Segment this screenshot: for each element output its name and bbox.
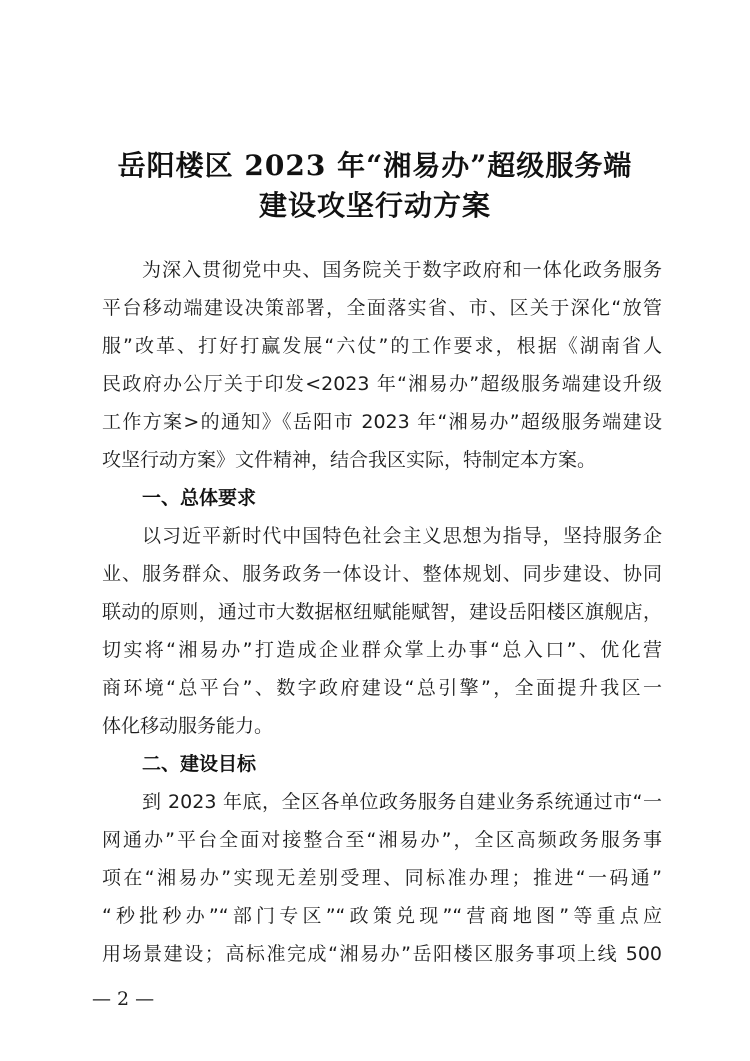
section1-line: 切实将“湘易办”打造成企业群众掌上办事“总入口”、优化营	[102, 639, 662, 661]
intro-line: 工作方案>的通知》《岳阳市 2023 年“湘易办”超级服务端建设	[102, 411, 662, 433]
section1-line: 业、服务群众、服务政务一体设计、整体规划、同步建设、协同	[102, 563, 662, 585]
page-number: — 2 —	[92, 988, 155, 1010]
document-title-line-2: 建设攻坚行动方案	[258, 189, 491, 222]
section-heading-general-requirements: 一、总体要求	[142, 487, 257, 509]
section2-line: 到 2023 年底，全区各单位政务服务自建业务系统通过市“一	[142, 791, 662, 813]
section2-line: 项在“湘易办”实现无差别受理、同标准办理；推进“一码通”	[102, 867, 662, 889]
intro-line: 平台移动端建设决策部署，全面落实省、市、区关于深化“放管	[102, 297, 662, 319]
intro-line: 为深入贯彻党中央、国务院关于数字政府和一体化政务服务	[142, 259, 662, 281]
section2-line: “秒批秒办”“部门专区”“政策兑现”“营商地图”等重点应	[102, 905, 662, 927]
section2-line: 网通办”平台全面对接整合至“湘易办”，全区高频政务服务事	[102, 829, 662, 851]
section-heading-construction-goals: 二、建设目标	[142, 753, 257, 775]
section1-line: 商环境“总平台”、数字政府建设“总引擎”，全面提升我区一	[102, 677, 662, 699]
intro-line: 攻坚行动方案》文件精神，结合我区实际，特制定本方案。	[102, 449, 597, 471]
section1-line: 联动的原则，通过市大数据枢纽赋能赋智，建设岳阳楼区旗舰店，	[102, 601, 662, 623]
document-title-line-1: 岳阳楼区 2023 年“湘易办”超级服务端	[117, 149, 633, 182]
section1-line: 体化移动服务能力。	[102, 715, 274, 737]
intro-line: 民政府办公厅关于印发<2023 年“湘易办”超级服务端建设升级	[102, 373, 662, 395]
section2-line: 用场景建设；高标准完成“湘易办”岳阳楼区服务事项上线 500	[102, 943, 662, 965]
intro-line: 服”改革、打好打赢发展“六仗”的工作要求，根据《湖南省人	[102, 335, 662, 357]
section1-line: 以习近平新时代中国特色社会主义思想为指导，坚持服务企	[142, 525, 662, 547]
